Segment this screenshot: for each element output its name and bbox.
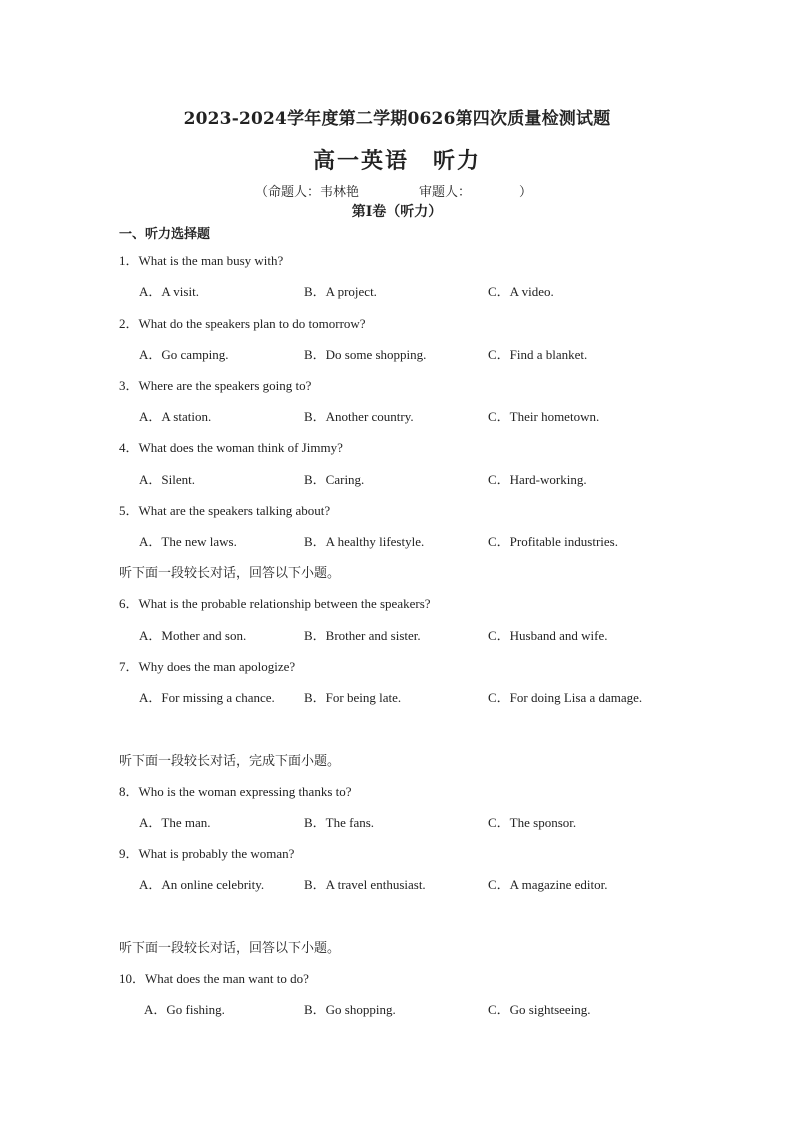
option-c: C．For doing Lisa a damage. <box>488 690 643 705</box>
option-c: C．Their hometown. <box>488 409 600 424</box>
option-c: C．Hard-working. <box>488 472 587 487</box>
option-b: B．A healthy lifestyle. <box>304 534 425 549</box>
option-a: A．For missing a chance. <box>139 690 275 705</box>
question-text: 7．Why does the man apologize? <box>119 659 296 674</box>
subject-title: 高一英语 听力 <box>312 148 481 174</box>
option-a: A．A station. <box>139 409 212 424</box>
option-b: B．Caring. <box>304 472 365 487</box>
option-a: A．An online celebrity. <box>139 877 265 892</box>
question-text: 9．What is probably the woman? <box>119 846 295 861</box>
option-b: B．A project. <box>304 284 377 299</box>
question-text: 8．Who is the woman expressing thanks to? <box>119 784 352 799</box>
author-label: （命题人：韦林艳 <box>255 185 360 200</box>
exam-title: 2023-2024学年度第二学期0626第四次质量检测试题 <box>183 109 611 129</box>
question-text: 10．What does the man want to do? <box>119 971 309 986</box>
question-text: 2．What do the speakers plan to do tomorrow? <box>119 316 366 331</box>
option-c: C．Husband and wife. <box>488 628 608 643</box>
option-a: A．The man. <box>139 815 211 830</box>
option-b: B．Another country. <box>304 409 414 424</box>
option-c: C．Profitable industries. <box>488 534 618 549</box>
dialogue-instruction: 听下面一段较长对话，回答以下小题。 <box>119 941 341 956</box>
option-c: C．Find a blanket. <box>488 347 588 362</box>
option-b: B．For being late. <box>304 690 402 705</box>
author-line <box>255 181 532 200</box>
option-c: C．Go sightseeing. <box>488 1002 591 1017</box>
option-a: A．Go camping. <box>139 347 229 362</box>
option-c: C．A magazine editor. <box>488 877 608 892</box>
dialogue-instruction: 听下面一段较长对话，完成下面小题。 <box>119 754 341 769</box>
volume-heading: 第Ⅰ卷（听力） <box>351 204 443 220</box>
section-heading: 一、听力选择题 <box>119 227 211 242</box>
option-b: B．A travel enthusiast. <box>304 877 426 892</box>
question-text: 6．What is the probable relationship between the speakers? <box>119 596 431 611</box>
dialogue-instruction: 听下面一段较长对话，回答以下小题。 <box>119 566 341 581</box>
close-paren: ） <box>519 185 533 200</box>
option-a: A．Go fishing. <box>144 1002 225 1017</box>
question-text: 3．Where are the speakers going to? <box>119 378 312 393</box>
question-text: 5．What are the speakers talking about? <box>119 503 331 518</box>
reviewer-label: 审题人： <box>419 185 472 200</box>
question-text: 4．What does the woman think of Jimmy? <box>119 440 343 455</box>
option-b: B．The fans. <box>304 815 375 830</box>
option-b: B．Go shopping. <box>304 1002 396 1017</box>
question-text: 1．What is the man busy with? <box>119 253 284 268</box>
option-a: A．A visit. <box>139 284 199 299</box>
option-b: B．Do some shopping. <box>304 347 427 362</box>
option-a: A．Mother and son. <box>139 628 247 643</box>
option-a: A．The new laws. <box>139 534 237 549</box>
option-b: B．Brother and sister. <box>304 628 421 643</box>
option-a: A．Silent. <box>139 472 195 487</box>
option-c: C．The sponsor. <box>488 815 577 830</box>
option-c: C．A video. <box>488 284 554 299</box>
